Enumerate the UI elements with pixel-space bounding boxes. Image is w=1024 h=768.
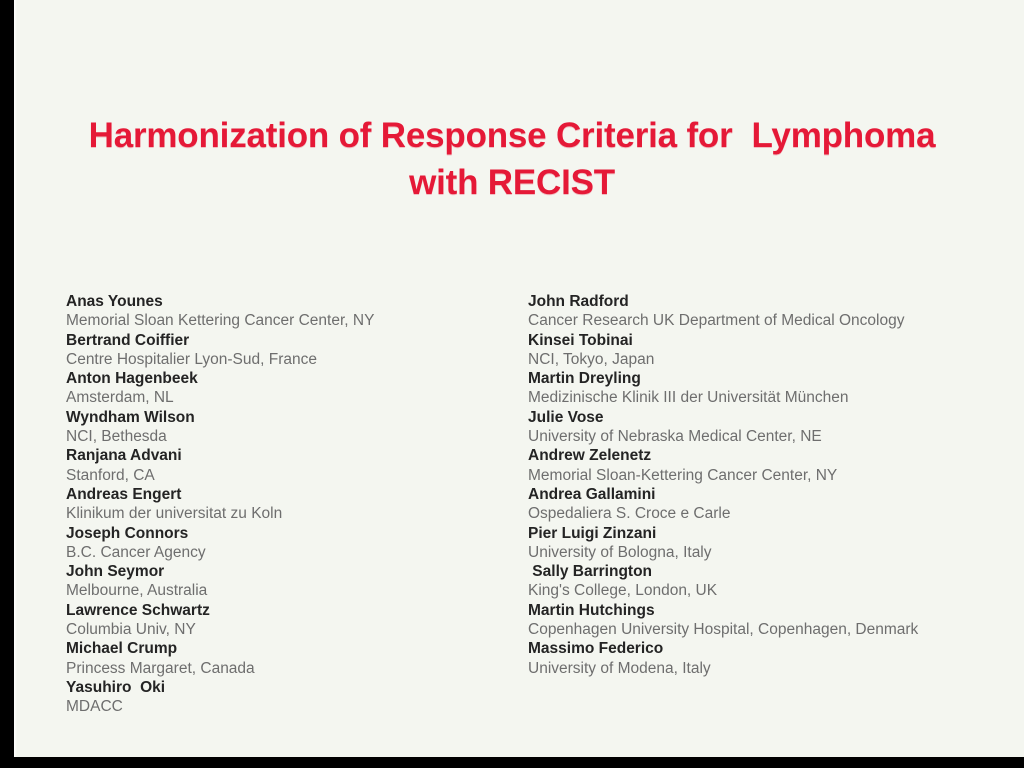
author-name: Pier Luigi Zinzani	[528, 524, 657, 542]
author-entry	[528, 601, 948, 640]
author-name: Andreas Engert	[66, 485, 182, 503]
author-entry	[528, 369, 948, 408]
author-affiliation: Amsterdam, NL	[66, 389, 174, 407]
author-affiliation: NCI, Bethesda	[66, 428, 167, 446]
author-name: Massimo Federico	[528, 640, 664, 658]
author-entry	[528, 446, 948, 485]
author-affiliation: University of Modena, Italy	[528, 659, 711, 677]
author-name: Lawrence Schwartz	[66, 601, 210, 619]
author-entry	[66, 678, 496, 717]
author-name: John Seymor	[66, 563, 165, 581]
letterbox-bar-left	[0, 0, 14, 768]
author-affiliation: King's College, London, UK	[528, 582, 718, 600]
author-affiliation: Klinikum der universitat zu Koln	[66, 505, 283, 523]
author-affiliation: University of Nebraska Medical Center, NE	[528, 428, 822, 446]
author-affiliation: MDACC	[66, 698, 123, 716]
author-entry	[66, 369, 496, 408]
author-name: Kinsei Tobinai	[528, 331, 633, 349]
author-entry	[66, 524, 496, 563]
author-affiliation: Ospedaliera S. Croce e Carle	[528, 505, 731, 523]
author-name: Michael Crump	[66, 640, 178, 658]
author-name: Anas Younes	[66, 293, 163, 310]
author-name: Martin Hutchings	[528, 601, 655, 619]
author-entry	[528, 562, 948, 601]
title-line-2: with RECIST	[409, 163, 615, 202]
author-entry	[528, 408, 948, 447]
title-line-1: Harmonization of Response Criteria for Lymphoma	[88, 116, 936, 155]
author-affiliation: NCI, Tokyo, Japan	[528, 350, 655, 368]
author-name: John Radford	[528, 293, 629, 310]
slide-title	[0, 112, 1024, 206]
author-name: Julie Vose	[528, 408, 604, 426]
author-entry	[66, 331, 496, 370]
author-affiliation: Memorial Sloan Kettering Cancer Center, NY	[66, 312, 375, 330]
author-name: Anton Hagenbeek	[66, 370, 198, 388]
author-column-left	[66, 292, 496, 717]
author-name: Wyndham Wilson	[66, 408, 195, 426]
author-entry	[528, 639, 948, 678]
author-name: Andrew Zelenetz	[528, 447, 652, 465]
letterbox-bar-bottom	[0, 757, 1024, 768]
author-entry	[66, 601, 496, 640]
author-entry	[66, 446, 496, 485]
author-affiliation: Stanford, CA	[66, 466, 155, 484]
author-entry	[66, 639, 496, 678]
author-affiliation: Memorial Sloan-Kettering Cancer Center, NY	[528, 466, 838, 484]
author-entry	[528, 331, 948, 370]
author-entry	[66, 485, 496, 524]
author-affiliation: University of Bologna, Italy	[528, 543, 712, 561]
author-entry	[528, 485, 948, 524]
author-name: Yasuhiro Oki	[66, 678, 166, 696]
author-name: Joseph Connors	[66, 524, 189, 542]
author-entry	[66, 562, 496, 601]
author-affiliation: Centre Hospitalier Lyon-Sud, France	[66, 350, 317, 368]
author-affiliation: B.C. Cancer Agency	[66, 543, 206, 561]
author-entry	[528, 524, 948, 563]
author-affiliation: Princess Margaret, Canada	[66, 659, 255, 677]
author-name: Ranjana Advani	[66, 447, 182, 465]
author-affiliation: Melbourne, Australia	[66, 582, 208, 600]
author-affiliation: Columbia Univ, NY	[66, 621, 196, 639]
author-name: Martin Dreyling	[528, 370, 641, 388]
author-entry	[66, 408, 496, 447]
author-column-right	[528, 292, 948, 678]
author-list	[0, 292, 1024, 732]
author-name: Sally Barrington	[528, 563, 653, 581]
author-name: Bertrand Coiffier	[66, 331, 190, 349]
author-affiliation: Medizinische Klinik III der Universität München	[528, 389, 849, 407]
author-entry	[66, 292, 496, 331]
author-entry	[528, 292, 948, 331]
author-affiliation: Copenhagen University Hospital, Copenhagen, Denmark	[528, 621, 919, 639]
author-name: Andrea Gallamini	[528, 485, 656, 503]
author-affiliation: Cancer Research UK Department of Medical Oncology	[528, 312, 905, 330]
